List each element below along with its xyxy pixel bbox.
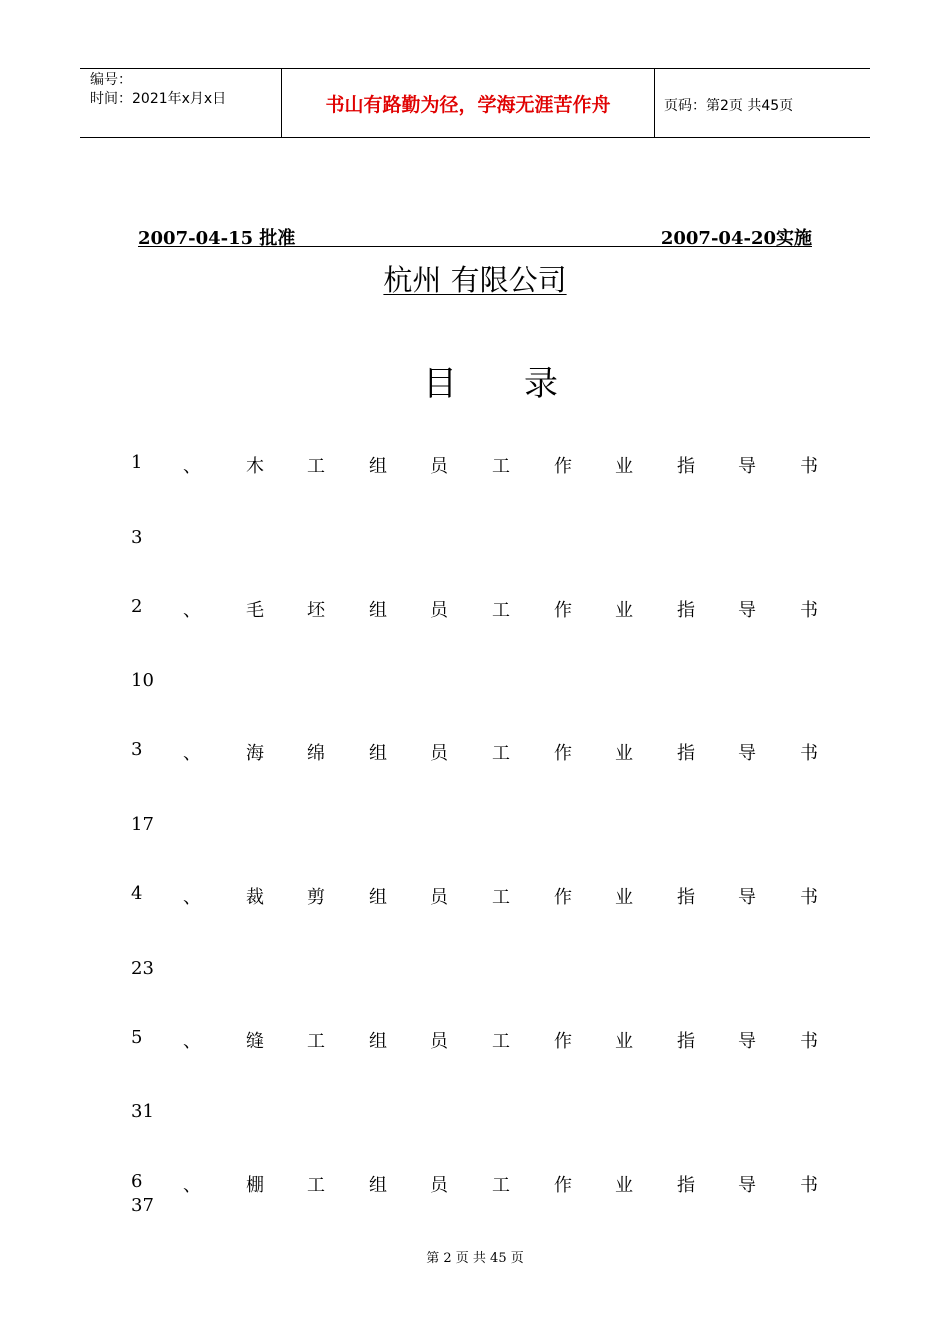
toc-item-title-char: 员 (430, 1031, 448, 1052)
toc-item-number: 2 (131, 596, 143, 617)
toc-item-title-char: 书 (800, 600, 818, 621)
toc-item-title-char: 缝 (246, 1031, 264, 1052)
toc-item-title-char: 员 (430, 1175, 448, 1196)
toc-item-title-char: 组 (369, 456, 387, 477)
toc-title-char: 目 (423, 364, 457, 404)
toc-item-title-char: 工 (307, 1175, 325, 1196)
toc-item-page: 37 (131, 1195, 154, 1216)
toc-item-title-char: 工 (307, 1031, 325, 1052)
toc-item-title-char: 业 (615, 743, 633, 764)
toc-item-title-char: 业 (615, 1031, 633, 1052)
time-label: 时间：2021年x月x日 (90, 91, 227, 107)
toc-item-title-char: 裁 (246, 887, 264, 908)
number-label: 编号： (90, 72, 132, 88)
toc-item-number: 1 (131, 452, 143, 473)
toc-item-title-char: 导 (738, 743, 756, 764)
toc-item-number: 5 (131, 1027, 143, 1048)
toc-item-title-char: 指 (677, 887, 695, 908)
toc-item-title-char: 组 (369, 743, 387, 764)
toc-item-title-char: 绵 (307, 743, 325, 764)
approve-date: 2007-04-15 批准 (138, 228, 296, 249)
motto: 书山有路勤为径，学海无涯苦作舟 (325, 93, 611, 116)
toc-item-title-char: 指 (677, 743, 695, 764)
toc-item-separator: 、 (183, 1031, 201, 1052)
toc-item-title-char: 业 (615, 887, 633, 908)
toc-item-number: 3 (131, 739, 143, 760)
toc-item-title-char: 业 (615, 1175, 633, 1196)
page-footer: 第 2 页 共 45 页 (426, 1251, 524, 1266)
toc-item-title-char: 导 (738, 1175, 756, 1196)
toc-item-title-char: 书 (800, 456, 818, 477)
toc-item-separator: 、 (183, 743, 201, 764)
toc-item-title-char: 员 (430, 456, 448, 477)
toc-item-title-char: 工 (492, 1031, 510, 1052)
toc-item-title-char: 剪 (307, 887, 325, 908)
toc-item-title-char: 书 (800, 743, 818, 764)
toc-item-title-char: 作 (554, 743, 572, 764)
toc-item-title-char: 指 (677, 1175, 695, 1196)
toc-item-title-char: 木 (246, 456, 264, 477)
toc-item-title-char: 工 (492, 743, 510, 764)
toc-item-separator: 、 (183, 456, 201, 477)
toc-item-page: 31 (131, 1101, 154, 1122)
toc-item-title-char: 指 (677, 456, 695, 477)
toc-item-page: 3 (131, 527, 143, 548)
toc-item-title-char: 书 (800, 1175, 818, 1196)
toc-item-title-char: 作 (554, 887, 572, 908)
toc-item-number: 4 (131, 883, 143, 904)
toc-item-title-char: 指 (677, 1031, 695, 1052)
toc-item-separator: 、 (183, 1175, 201, 1196)
company-name-text: 杭州 有限公司 (383, 263, 567, 297)
toc-item-title-char: 员 (430, 743, 448, 764)
toc-item-title-char: 工 (492, 456, 510, 477)
toc-item-title-char: 组 (369, 1175, 387, 1196)
toc-item-page: 23 (131, 958, 154, 979)
toc-item-title-char: 工 (492, 887, 510, 908)
toc-item-title-char: 导 (738, 600, 756, 621)
toc-item-separator: 、 (183, 600, 201, 621)
toc-item-title-char: 组 (369, 600, 387, 621)
toc-item-title-char: 组 (369, 1031, 387, 1052)
toc-item-title-char: 导 (738, 1031, 756, 1052)
toc-item-title-char: 组 (369, 887, 387, 908)
toc-item-title-char: 员 (430, 600, 448, 621)
toc-item-title-char: 员 (430, 887, 448, 908)
toc-item-title-char: 作 (554, 1031, 572, 1052)
toc-item-number: 6 (131, 1171, 143, 1192)
toc-item-title-char: 工 (492, 600, 510, 621)
toc-item-title-char: 工 (307, 456, 325, 477)
implement-date: 2007-04-20实施 (660, 228, 812, 249)
toc-item-title-char: 坯 (307, 600, 325, 621)
toc-item-title-char: 指 (677, 600, 695, 621)
toc-item-title-char: 作 (554, 600, 572, 621)
toc-item-title-char: 导 (738, 887, 756, 908)
toc-title-char: 录 (524, 364, 558, 404)
toc-item-page: 10 (131, 670, 154, 691)
toc-item-title-char: 海 (246, 743, 264, 764)
toc-item-title-char: 工 (492, 1175, 510, 1196)
toc-item-title-char: 书 (800, 1031, 818, 1052)
toc-item-title-char: 业 (615, 600, 633, 621)
toc-item-title-char: 作 (554, 456, 572, 477)
page-info: 页码：第2页 共45页 (664, 98, 794, 114)
toc-item-title-char: 棚 (246, 1175, 264, 1196)
toc-item-title-char: 毛 (246, 600, 264, 621)
toc-item-title-char: 书 (800, 887, 818, 908)
toc-item-page: 17 (131, 814, 154, 835)
toc-item-separator: 、 (183, 887, 201, 908)
toc-item-title-char: 导 (738, 456, 756, 477)
toc-item-title-char: 业 (615, 456, 633, 477)
toc-item-title-char: 作 (554, 1175, 572, 1196)
